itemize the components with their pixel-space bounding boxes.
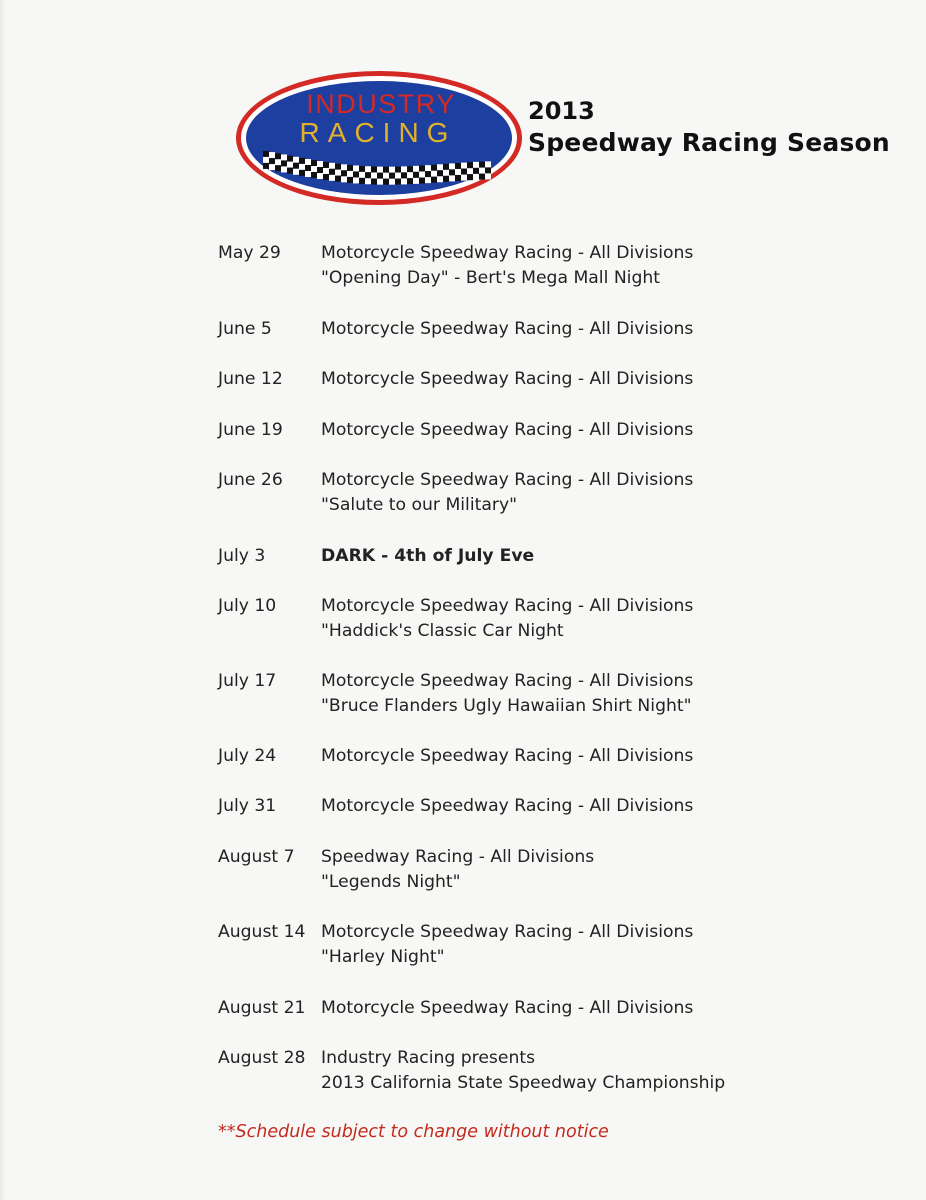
schedule-date: July 10 bbox=[218, 596, 277, 616]
schedule-event-line: Motorcycle Speedway Racing - All Divisions bbox=[321, 596, 694, 616]
checker-square bbox=[275, 165, 281, 171]
checker-square bbox=[389, 179, 395, 185]
checker-square bbox=[377, 167, 383, 173]
checker-square bbox=[335, 170, 341, 176]
checker-square bbox=[455, 175, 461, 181]
schedule-events bbox=[321, 317, 861, 342]
checker-square bbox=[401, 172, 407, 178]
checker-square bbox=[479, 168, 485, 174]
schedule-events bbox=[321, 367, 861, 392]
checker-square bbox=[323, 168, 329, 174]
schedule-date: June 26 bbox=[218, 470, 283, 490]
schedule-events bbox=[321, 544, 861, 569]
checker-square bbox=[311, 160, 317, 166]
checker-square bbox=[317, 173, 323, 179]
checker-square bbox=[359, 166, 365, 172]
checker-square bbox=[347, 171, 353, 177]
checker-square bbox=[269, 158, 275, 164]
checker-square bbox=[317, 167, 323, 173]
checker-square bbox=[341, 176, 347, 182]
page-title bbox=[528, 96, 890, 160]
checker-square bbox=[335, 164, 341, 170]
checker-square bbox=[431, 177, 437, 183]
checker-square bbox=[335, 176, 341, 182]
checker-square bbox=[467, 168, 473, 174]
logo-line2-text: RACING bbox=[299, 117, 457, 148]
schedule-event-line: "Harley Night" bbox=[321, 947, 445, 967]
checker-square bbox=[353, 177, 359, 183]
checker-square bbox=[473, 168, 479, 174]
checker-square bbox=[437, 176, 443, 182]
schedule-event-line: "Salute to our Military" bbox=[321, 495, 518, 515]
checker-square bbox=[449, 163, 455, 169]
schedule-disclaimer: **Schedule subject to change without notice bbox=[218, 1122, 609, 1142]
checker-square bbox=[413, 166, 419, 172]
checker-square bbox=[323, 174, 329, 180]
checker-square bbox=[377, 173, 383, 179]
checker-square bbox=[467, 174, 473, 180]
schedule-event-line: Motorcycle Speedway Racing - All Divisions bbox=[321, 796, 694, 816]
checker-square bbox=[329, 169, 335, 175]
checker-square bbox=[371, 178, 377, 184]
checker-square bbox=[287, 156, 293, 162]
schedule-event-line: 2013 California State Speedway Championship bbox=[321, 1073, 726, 1093]
schedule-date: July 31 bbox=[218, 796, 277, 816]
checker-square bbox=[461, 163, 467, 169]
checker-square bbox=[383, 167, 389, 173]
checker-square bbox=[401, 166, 407, 172]
checker-square bbox=[389, 167, 395, 173]
checker-square bbox=[485, 167, 491, 173]
checker-square bbox=[395, 173, 401, 179]
schedule-events bbox=[321, 845, 861, 895]
checker-square bbox=[287, 168, 293, 174]
schedule-date: August 7 bbox=[218, 847, 295, 867]
season-year: 2013 bbox=[528, 97, 595, 125]
checker-square bbox=[383, 173, 389, 179]
checker-square bbox=[365, 166, 371, 172]
checker-square bbox=[395, 167, 401, 173]
schedule-events bbox=[321, 241, 861, 291]
checker-square bbox=[275, 153, 281, 159]
checker-square bbox=[287, 162, 293, 168]
schedule-date: June 5 bbox=[218, 319, 272, 339]
industry-racing-logo bbox=[233, 68, 525, 208]
page-edge bbox=[0, 0, 6, 1200]
checker-square bbox=[305, 159, 311, 165]
checker-square bbox=[293, 163, 299, 169]
checker-square bbox=[359, 178, 365, 184]
schedule-events bbox=[321, 744, 861, 769]
checker-square bbox=[485, 161, 491, 167]
checker-square bbox=[473, 174, 479, 180]
checker-square bbox=[443, 176, 449, 182]
schedule-events bbox=[321, 468, 861, 518]
checker-square bbox=[281, 166, 287, 172]
checker-square bbox=[419, 178, 425, 184]
checker-square bbox=[401, 178, 407, 184]
checker-square bbox=[305, 165, 311, 171]
schedule-date: August 28 bbox=[218, 1048, 306, 1068]
checker-square bbox=[269, 164, 275, 170]
schedule-event-line: Motorcycle Speedway Racing - All Divisions bbox=[321, 420, 694, 440]
schedule-event-line: "Legends Night" bbox=[321, 872, 461, 892]
schedule-date: June 19 bbox=[218, 420, 283, 440]
checker-square bbox=[473, 162, 479, 168]
checker-square bbox=[479, 162, 485, 168]
schedule-event-line: Motorcycle Speedway Racing - All Divisions bbox=[321, 243, 694, 263]
checker-square bbox=[431, 165, 437, 171]
checker-square bbox=[263, 151, 269, 157]
schedule-event-line: Industry Racing presents bbox=[321, 1048, 536, 1068]
checker-square bbox=[365, 178, 371, 184]
schedule-event-line: Speedway Racing - All Divisions bbox=[321, 847, 595, 867]
schedule-date: June 12 bbox=[218, 369, 283, 389]
logo-line1-text: INDUSTRY bbox=[306, 89, 456, 119]
checker-square bbox=[383, 179, 389, 185]
schedule-date: July 17 bbox=[218, 671, 277, 691]
checker-square bbox=[281, 160, 287, 166]
checker-square bbox=[341, 164, 347, 170]
checker-square bbox=[425, 177, 431, 183]
checker-square bbox=[389, 173, 395, 179]
checker-square bbox=[425, 165, 431, 171]
schedule-event-line: Motorcycle Speedway Racing - All Divisions bbox=[321, 746, 694, 766]
checker-square bbox=[269, 152, 275, 158]
schedule-events bbox=[321, 594, 861, 644]
season-title: Speedway Racing Season bbox=[528, 128, 890, 157]
checker-square bbox=[443, 170, 449, 176]
checker-square bbox=[371, 172, 377, 178]
checker-square bbox=[353, 165, 359, 171]
checker-square bbox=[293, 169, 299, 175]
checker-square bbox=[311, 166, 317, 172]
checker-square bbox=[437, 164, 443, 170]
schedule-events bbox=[321, 920, 861, 970]
checker-square bbox=[461, 169, 467, 175]
checker-square bbox=[281, 154, 287, 160]
schedule-event-line: Motorcycle Speedway Racing - All Divisions bbox=[321, 671, 694, 691]
schedule-date: July 24 bbox=[218, 746, 277, 766]
schedule-events bbox=[321, 794, 861, 819]
schedule-event-line: DARK - 4th of July Eve bbox=[321, 546, 535, 566]
checker-square bbox=[413, 172, 419, 178]
checker-square bbox=[341, 170, 347, 176]
schedule-event-line: Motorcycle Speedway Racing - All Divisions bbox=[321, 369, 694, 389]
checker-square bbox=[293, 157, 299, 163]
checker-square bbox=[419, 172, 425, 178]
checker-square bbox=[431, 171, 437, 177]
checker-square bbox=[347, 165, 353, 171]
checker-square bbox=[407, 172, 413, 178]
checker-square bbox=[263, 163, 269, 169]
checker-square bbox=[299, 158, 305, 164]
checker-square bbox=[437, 170, 443, 176]
checker-square bbox=[413, 178, 419, 184]
checker-square bbox=[485, 173, 491, 179]
checker-square bbox=[263, 157, 269, 163]
checker-square bbox=[371, 166, 377, 172]
schedule-events bbox=[321, 1046, 861, 1096]
checker-square bbox=[365, 172, 371, 178]
checker-square bbox=[479, 174, 485, 180]
checker-square bbox=[461, 175, 467, 181]
checker-square bbox=[359, 172, 365, 178]
schedule-date: August 21 bbox=[218, 998, 306, 1018]
checker-square bbox=[299, 170, 305, 176]
checker-square bbox=[407, 166, 413, 172]
schedule-date: August 14 bbox=[218, 922, 306, 942]
checker-square bbox=[395, 179, 401, 185]
checker-square bbox=[419, 166, 425, 172]
schedule-date: July 3 bbox=[218, 546, 266, 566]
schedule-event-line: "Bruce Flanders Ugly Hawaiian Shirt Night" bbox=[321, 696, 692, 716]
checker-square bbox=[317, 161, 323, 167]
checker-square bbox=[449, 175, 455, 181]
checker-square bbox=[299, 164, 305, 170]
checker-square bbox=[455, 169, 461, 175]
schedule-event-line: "Haddick's Classic Car Night bbox=[321, 621, 564, 641]
schedule-events bbox=[321, 996, 861, 1021]
schedule-events bbox=[321, 669, 861, 719]
checker-square bbox=[407, 178, 413, 184]
checker-square bbox=[323, 162, 329, 168]
schedule-event-line: "Opening Day" - Bert's Mega Mall Night bbox=[321, 268, 660, 288]
schedule-events bbox=[321, 418, 861, 443]
checker-square bbox=[275, 159, 281, 165]
checker-square bbox=[467, 162, 473, 168]
checker-square bbox=[305, 171, 311, 177]
checker-square bbox=[311, 172, 317, 178]
schedule-event-line: Motorcycle Speedway Racing - All Divisions bbox=[321, 319, 694, 339]
schedule-event-line: Motorcycle Speedway Racing - All Divisions bbox=[321, 922, 694, 942]
checker-square bbox=[449, 169, 455, 175]
schedule-event-line: Motorcycle Speedway Racing - All Divisions bbox=[321, 470, 694, 490]
checker-square bbox=[455, 163, 461, 169]
checker-square bbox=[377, 179, 383, 185]
checker-square bbox=[443, 164, 449, 170]
schedule-date: May 29 bbox=[218, 243, 281, 263]
checker-square bbox=[347, 177, 353, 183]
checker-square bbox=[329, 175, 335, 181]
schedule-event-line: Motorcycle Speedway Racing - All Divisions bbox=[321, 998, 694, 1018]
checker-square bbox=[353, 171, 359, 177]
checker-square bbox=[329, 163, 335, 169]
checker-square bbox=[425, 171, 431, 177]
